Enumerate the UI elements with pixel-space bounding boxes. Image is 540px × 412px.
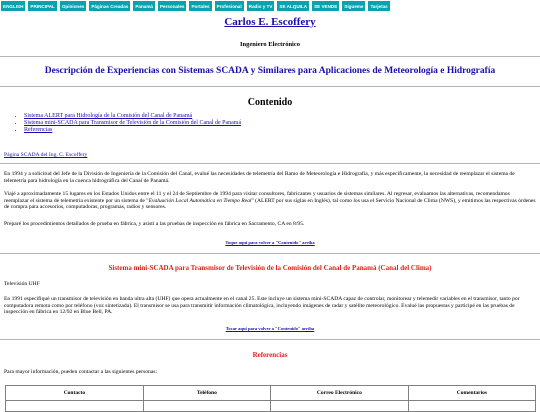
table-row [6, 401, 536, 412]
divider [0, 56, 540, 57]
author-subtitle: Ingeniero Electrónico [240, 41, 300, 48]
alert-p2-end: " (ALERT por sus siglas en Inglés), tal como los usa el Servicio Nacional de Clima (NWS), y emitimos las respectivas órdenes de compra para accesorios, computadoras, programas, radios y sensores. [4, 197, 536, 210]
alert-p2-emphasis: Evaluación Local Automática en Tiempo Real [148, 197, 252, 204]
nav-se-alquila[interactable]: SE ALQUILA [276, 0, 310, 12]
alert-paragraph-2 [4, 191, 536, 211]
mini-scada-paragraph: En 1991 especifiqué un transmisor de televisión en banda ultra alta (UHF) que opera actualmente en el canal 25. Este incluye un sistema mini-SCADA capaz de controlar, monitorear y telemedir variables en el transmisor, tanto por computadora remota como por teléfono (voz sintetizada). El transmisor se usa para transmitir información climatológica, incluyendo imágenes de radar y satélite meteorológico. Evalué las propuestas y participé en las pruebas de inspección en fábrica en 12/92 en Blue Bell, PA. [4, 296, 520, 315]
references-intro: Para mayor información, pueden contactar a las siguientes personas: [4, 369, 157, 375]
column-header-correo: Correo Electrónico [270, 386, 408, 401]
author-name-link[interactable]: Carlos E. Escoffery [224, 16, 316, 28]
column-header-contacto: Contacto [6, 386, 144, 401]
nav-radio-tv[interactable]: Radio y TV [246, 0, 276, 12]
divider [0, 339, 540, 340]
alert-p2-start: Viajé a aproximadamente 15 lugares en los Estados Unidos entre el 11 y el 24 de Septiembre de 1994 para visitar consultores, fabricantes y usuarios de sistemas similares. Al regresar, evaluamos las alternativas, recomendamos reemplazar el sistema de telemetría existente por un sistema de " [4, 191, 510, 204]
divider [0, 253, 540, 254]
nav-panama[interactable]: Panamá [132, 0, 156, 12]
alert-paragraph-1: En 1994 y a solicitud del Jefe de la División de Ingeniería de la Comisión del Canal, evalué las necesidades de telemetría del Ramo de Meteorología e Hidrografía, y más específicamente, la necesidad de reemplazar el sistema de telemetría para hidrología en la cuenca hidrográfica del Canal de Panamá. [4, 171, 515, 184]
nav-portales[interactable]: Portales [188, 0, 212, 12]
column-header-comentarios: Comentarios [408, 386, 535, 401]
contents-list [14, 113, 241, 134]
divider [0, 86, 540, 87]
page-title: Descripción de Experiencias con Sistemas SCADA y Similares para Aplicaciones de Meteorología e Hidrografía [44, 66, 496, 76]
nav-se-vende[interactable]: SE VENDE [311, 0, 340, 12]
back-to-contents-link[interactable]: Toque aquí para volver a "Contenido" arriba [225, 240, 315, 245]
alert-paragraph-3: Preparé los procedimientos detallados de prueba en fábrica, y asistí a las pruebas de inspección en fábrica en Sacramento, CA en 8/95. [4, 221, 305, 227]
divider [0, 163, 540, 164]
back-to-contents-link[interactable]: Tocar aquí para volver a "Contenido" arriba [225, 326, 315, 331]
nav-english[interactable]: ENGLISH [0, 0, 26, 12]
table-cell [6, 401, 144, 412]
nav-tarjetas[interactable]: Tarjetas [367, 0, 390, 12]
mini-scada-heading: Sistema mini-SCADA para Transmisor de Televisión de la Comisión del Canal de Panamá (Canal del Clima) [108, 264, 432, 272]
nav-paginas-creadas[interactable]: Páginas Creadas [88, 0, 131, 12]
nav-opiniones[interactable]: Opiniones [59, 0, 87, 12]
table-cell [143, 401, 270, 412]
column-header-telefono: Teléfono [143, 386, 270, 401]
toc-link-referencias[interactable]: • Referencias [24, 127, 241, 134]
nav-principal[interactable]: PRINCIPAL [27, 0, 57, 12]
table-header-row [6, 386, 536, 401]
mini-scada-label: Televisión UHF [4, 281, 40, 287]
nav-personales[interactable]: Personales [157, 0, 188, 12]
table-cell [270, 401, 408, 412]
table-cell [408, 401, 535, 412]
toc-link-alert[interactable]: • Sistema ALERT para Hidrología de la Comisión del Canal de Panamá [24, 113, 241, 120]
nav-sigueme[interactable]: Sígueme [341, 0, 366, 12]
top-nav [0, 0, 540, 12]
toc-link-mini-scada[interactable]: • Sistema mini-SCADA para Transmisor de Televisión de la Comisión del Canal de Panamá [24, 120, 241, 127]
references-table [5, 385, 536, 412]
references-heading: Referencias [252, 351, 288, 359]
scada-page-link[interactable]: Página SCADA del Ing. C. Escoffery [4, 152, 88, 158]
nav-profesional[interactable]: Profesional [214, 0, 245, 12]
contents-heading: Contenido [247, 97, 293, 108]
